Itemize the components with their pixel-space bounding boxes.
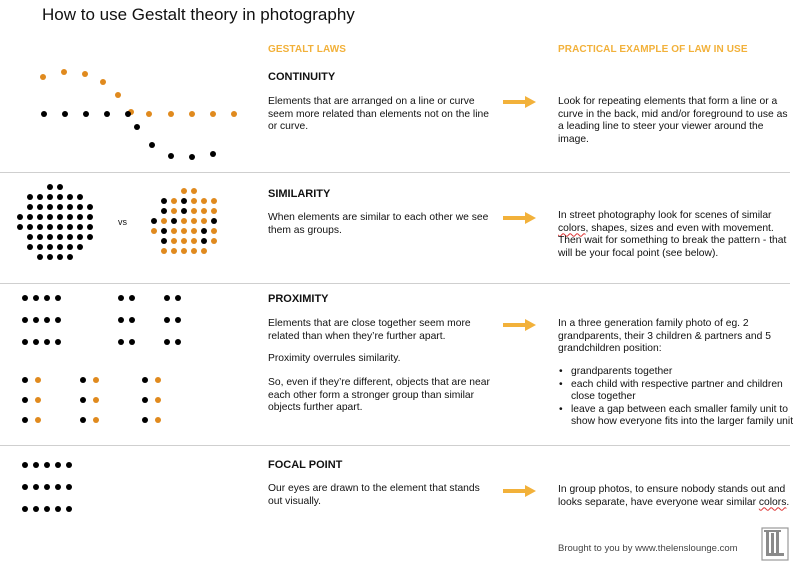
proximity-orange-dot xyxy=(155,417,161,423)
similarity-dot xyxy=(181,188,187,194)
proximity-black-dot xyxy=(22,295,28,301)
similarity-dot xyxy=(171,228,177,234)
similarity-black-dot xyxy=(67,224,73,230)
similarity-black-dot xyxy=(77,214,83,220)
similarity-black-dot xyxy=(57,204,63,210)
similarity-black-dot xyxy=(67,194,73,200)
law-description-proximity: Elements that are close together seem more related than when they’re further apart. xyxy=(268,318,471,342)
proximity-black-dot xyxy=(129,317,135,323)
similarity-black-dot xyxy=(17,214,23,220)
proximity-orange-dot xyxy=(93,397,99,403)
similarity-dot xyxy=(201,208,207,214)
continuity-orange-dot xyxy=(210,111,216,117)
similarity-dot xyxy=(211,208,217,214)
proximity-orange-dot xyxy=(155,377,161,383)
arrow-right-icon xyxy=(503,318,537,332)
similarity-dot xyxy=(181,228,187,234)
similarity-dot xyxy=(211,228,217,234)
continuity-black-dot xyxy=(149,142,155,148)
similarity-black-dot xyxy=(37,254,43,260)
proximity-black-dot xyxy=(175,295,181,301)
proximity-black-dot xyxy=(55,295,61,301)
law-title-focal-point: FOCAL POINT xyxy=(268,459,343,471)
proximity-black-dot xyxy=(55,317,61,323)
focal-point-black-dot xyxy=(22,506,28,512)
proximity-black-dot xyxy=(22,339,28,345)
arrow-right-icon xyxy=(503,211,537,225)
continuity-black-dot xyxy=(134,124,140,130)
similarity-dot xyxy=(201,218,207,224)
similarity-dot xyxy=(161,198,167,204)
similarity-black-dot xyxy=(67,214,73,220)
proximity-black-dot xyxy=(142,397,148,403)
proximity-black-dot xyxy=(118,317,124,323)
continuity-black-dot xyxy=(104,111,110,117)
similarity-dot xyxy=(191,208,197,214)
continuity-orange-dot xyxy=(40,74,46,80)
proximity-orange-dot xyxy=(93,377,99,383)
similarity-dot xyxy=(211,238,217,244)
similarity-dot xyxy=(201,248,207,254)
proximity-black-dot xyxy=(22,417,28,423)
similarity-dot xyxy=(181,238,187,244)
focal-point-black-dot xyxy=(44,462,50,468)
proximity-orange-dot xyxy=(35,377,41,383)
similarity-dot xyxy=(171,248,177,254)
continuity-orange-dot xyxy=(189,111,195,117)
similarity-black-dot xyxy=(57,214,63,220)
law-description-similarity: When elements are similar to each other we see them as groups. xyxy=(268,212,489,236)
proximity-orange-dot xyxy=(35,417,41,423)
similarity-dot xyxy=(201,228,207,234)
law-title-continuity: CONTINUITY xyxy=(268,71,336,83)
similarity-black-dot xyxy=(77,194,83,200)
similarity-dot xyxy=(161,248,167,254)
similarity-black-dot xyxy=(87,234,93,240)
proximity-black-dot xyxy=(80,397,86,403)
law-description-continuity: Elements that are arranged on a line or curve seem more related than elements not on the line or curve. xyxy=(268,96,489,132)
focal-point-black-dot xyxy=(44,484,50,490)
similarity-black-dot xyxy=(57,244,63,250)
arrow-right-icon xyxy=(503,484,537,498)
focal-point-black-dot xyxy=(55,506,61,512)
header-gestalt-laws: GESTALT LAWS xyxy=(268,44,347,55)
similarity-dot xyxy=(181,208,187,214)
focal-point-black-dot xyxy=(33,484,39,490)
continuity-orange-dot xyxy=(146,111,152,117)
similarity-dot xyxy=(161,228,167,234)
header-practical-example: PRACTICAL EXAMPLE OF LAW IN USE xyxy=(558,44,748,55)
similarity-black-dot xyxy=(47,234,53,240)
example-text: . xyxy=(786,496,790,508)
similarity-dot xyxy=(181,218,187,224)
similarity-dot xyxy=(171,238,177,244)
example-text: , shapes, sizes and even with movement. Then wait for something to break the pattern - that will be your focal point (see below). xyxy=(558,222,787,259)
example-similarity xyxy=(558,210,792,260)
credit-text: Brought to you by www.thelenslounge.com xyxy=(558,543,738,554)
example-text-flagged: colors xyxy=(758,496,787,508)
similarity-dot xyxy=(211,218,217,224)
example-focal-point xyxy=(558,484,792,509)
similarity-black-dot xyxy=(17,224,23,230)
proximity-black-dot xyxy=(175,317,181,323)
similarity-dot xyxy=(171,208,177,214)
law-description-focal-point: Our eyes are drawn to the element that stands out visually. xyxy=(268,483,480,507)
similarity-black-dot xyxy=(57,184,63,190)
similarity-black-dot xyxy=(47,194,53,200)
similarity-dot xyxy=(191,198,197,204)
similarity-black-dot xyxy=(47,254,53,260)
similarity-black-dot xyxy=(67,244,73,250)
similarity-black-dot xyxy=(57,234,63,240)
example-text-flagged: colors xyxy=(558,222,586,234)
proximity-black-dot xyxy=(44,295,50,301)
similarity-dot xyxy=(191,248,197,254)
continuity-orange-dot xyxy=(61,69,67,75)
similarity-dot xyxy=(151,228,157,234)
similarity-black-dot xyxy=(87,204,93,210)
proximity-black-dot xyxy=(142,377,148,383)
continuity-black-dot xyxy=(125,111,131,117)
law-title-similarity: SIMILARITY xyxy=(268,188,331,200)
continuity-orange-dot xyxy=(231,111,237,117)
similarity-black-dot xyxy=(77,224,83,230)
proximity-black-dot xyxy=(129,339,135,345)
similarity-black-dot xyxy=(47,204,53,210)
law-title-proximity: PROXIMITY xyxy=(268,293,329,305)
proximity-black-dot xyxy=(175,339,181,345)
continuity-black-dot xyxy=(210,151,216,157)
focal-point-black-dot xyxy=(66,506,72,512)
focal-point-black-dot xyxy=(33,462,39,468)
continuity-orange-dot xyxy=(115,92,121,98)
similarity-black-dot xyxy=(87,224,93,230)
similarity-black-dot xyxy=(57,224,63,230)
similarity-black-dot xyxy=(27,214,33,220)
similarity-black-dot xyxy=(27,204,33,210)
vs-label: vs xyxy=(118,217,127,227)
similarity-black-dot xyxy=(47,184,53,190)
focal-point-black-dot xyxy=(44,506,50,512)
similarity-black-dot xyxy=(77,204,83,210)
example-proximity: In a three generation family photo of eg. 2 grandparents, their 3 children & partners and 5 grandchildren position: xyxy=(558,318,771,354)
similarity-dot xyxy=(201,198,207,204)
continuity-black-dot xyxy=(168,153,174,159)
similarity-dot xyxy=(191,228,197,234)
proximity-black-dot xyxy=(33,339,39,345)
proximity-black-dot xyxy=(142,417,148,423)
focal-point-black-dot xyxy=(66,484,72,490)
similarity-dot xyxy=(191,218,197,224)
list-item: • each child with respective partner and children close together xyxy=(571,379,794,404)
page-title: How to use Gestalt theory in photography xyxy=(42,5,355,24)
similarity-black-dot xyxy=(57,194,63,200)
similarity-dot xyxy=(161,208,167,214)
proximity-orange-dot xyxy=(155,397,161,403)
similarity-black-dot xyxy=(37,244,43,250)
proximity-black-dot xyxy=(55,339,61,345)
proximity-black-dot xyxy=(80,417,86,423)
similarity-dot xyxy=(171,218,177,224)
similarity-black-dot xyxy=(87,214,93,220)
similarity-black-dot xyxy=(67,234,73,240)
law-detail-proximity: So, even if they’re different, objects that are near each other form a stronger group than similar objects further apart. xyxy=(268,377,490,413)
similarity-dot xyxy=(161,218,167,224)
focal-point-black-dot xyxy=(66,462,72,468)
similarity-black-dot xyxy=(67,204,73,210)
proximity-black-dot xyxy=(22,397,28,403)
similarity-black-dot xyxy=(27,224,33,230)
similarity-dot xyxy=(181,248,187,254)
focal-point-black-dot xyxy=(55,462,61,468)
similarity-black-dot xyxy=(27,244,33,250)
continuity-black-dot xyxy=(62,111,68,117)
similarity-dot xyxy=(151,218,157,224)
proximity-black-dot xyxy=(22,317,28,323)
similarity-black-dot xyxy=(37,214,43,220)
example-text: In street photography look for scenes of similar xyxy=(558,210,772,221)
similarity-black-dot xyxy=(37,194,43,200)
similarity-black-dot xyxy=(27,234,33,240)
similarity-dot xyxy=(171,198,177,204)
proximity-black-dot xyxy=(33,317,39,323)
proximity-black-dot xyxy=(129,295,135,301)
similarity-black-dot xyxy=(47,224,53,230)
similarity-black-dot xyxy=(77,244,83,250)
continuity-orange-dot xyxy=(168,111,174,117)
proximity-black-dot xyxy=(22,377,28,383)
similarity-black-dot xyxy=(57,254,63,260)
arrow-right-icon xyxy=(503,95,537,109)
example-continuity: Look for repeating elements that form a line or a curve in the back, mid and/or foreground to use as a leading line to steer your viewer around the image. xyxy=(558,96,788,145)
similarity-black-dot xyxy=(77,234,83,240)
similarity-black-dot xyxy=(37,224,43,230)
similarity-dot xyxy=(201,238,207,244)
focal-point-black-dot xyxy=(22,462,28,468)
proximity-black-dot xyxy=(118,295,124,301)
continuity-black-dot xyxy=(41,111,47,117)
similarity-dot xyxy=(191,188,197,194)
similarity-black-dot xyxy=(37,234,43,240)
proximity-black-dot xyxy=(164,295,170,301)
proximity-black-dot xyxy=(44,317,50,323)
list-item: • leave a gap between each smaller family unit to show how everyone fits into the larger family unit xyxy=(571,404,794,429)
list-item: • grandparents together xyxy=(571,366,794,379)
proximity-black-dot xyxy=(80,377,86,383)
proximity-black-dot xyxy=(164,317,170,323)
focal-point-black-dot xyxy=(33,506,39,512)
similarity-black-dot xyxy=(67,254,73,260)
proximity-black-dot xyxy=(33,295,39,301)
similarity-dot xyxy=(191,238,197,244)
similarity-dot xyxy=(181,198,187,204)
similarity-dot xyxy=(161,238,167,244)
continuity-black-dot xyxy=(189,154,195,160)
continuity-orange-dot xyxy=(100,79,106,85)
similarity-black-dot xyxy=(47,244,53,250)
continuity-black-dot xyxy=(83,111,89,117)
proximity-black-dot xyxy=(44,339,50,345)
proximity-orange-dot xyxy=(93,417,99,423)
similarity-dot xyxy=(211,198,217,204)
example-bullets-proximity xyxy=(558,366,794,429)
law-note-proximity: Proximity overrules similarity. xyxy=(268,353,401,364)
tll-logo-icon xyxy=(761,527,789,561)
example-text: In group photos, to ensure nobody stands out and looks separate, have everyone wear similar xyxy=(558,484,786,508)
continuity-orange-dot xyxy=(82,71,88,77)
proximity-black-dot xyxy=(164,339,170,345)
similarity-black-dot xyxy=(37,204,43,210)
similarity-black-dot xyxy=(27,194,33,200)
proximity-orange-dot xyxy=(35,397,41,403)
focal-point-black-dot xyxy=(22,484,28,490)
similarity-black-dot xyxy=(47,214,53,220)
focal-point-black-dot xyxy=(55,484,61,490)
proximity-black-dot xyxy=(118,339,124,345)
